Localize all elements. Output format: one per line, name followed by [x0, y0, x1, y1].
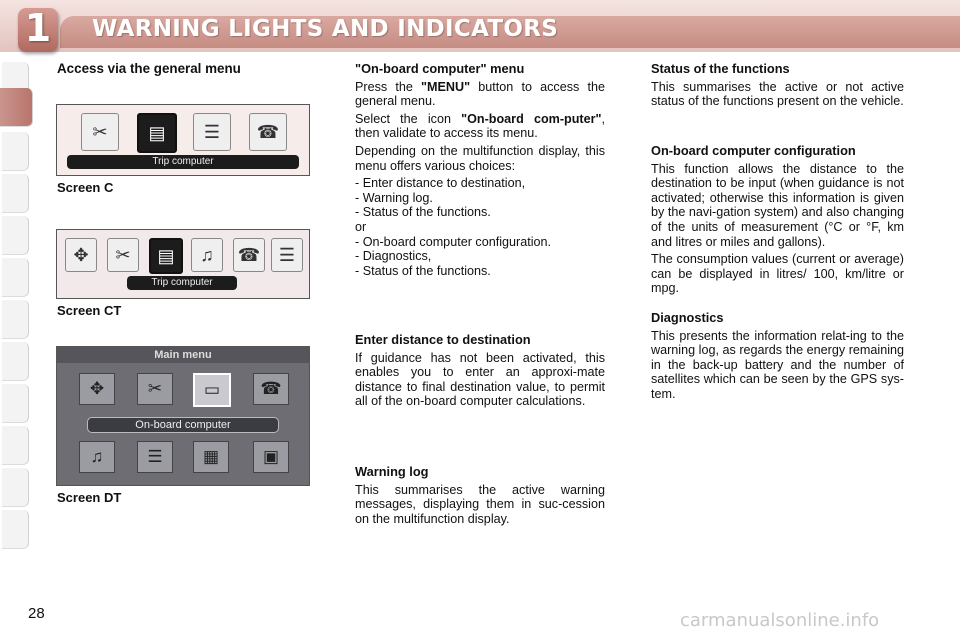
trip-computer-icon: ▤ — [137, 113, 177, 153]
phone-icon: ☎ — [249, 113, 287, 151]
config-section — [651, 144, 904, 296]
audio-icon: ♫ — [191, 238, 223, 272]
text-run: Press the — [355, 79, 422, 94]
chapter-tab[interactable] — [2, 384, 29, 423]
text-run: button to access the general menu. — [355, 79, 605, 109]
or-text: or — [355, 219, 367, 234]
screen-ct-bar: Trip computer — [127, 276, 237, 290]
watermark: carmanualsonline.info — [680, 610, 880, 631]
chapter-number: 1 — [24, 6, 52, 50]
screen-c-bar: Trip computer — [67, 155, 299, 169]
tools-icon: ✂ — [137, 373, 173, 405]
select-paragraph — [355, 112, 605, 141]
screen-dt-title: Main menu — [57, 347, 309, 363]
enter-distance-section — [355, 333, 605, 409]
audio-icon: ♫ — [79, 441, 115, 473]
warning-log-section — [355, 465, 605, 526]
text-run: , then validate to access its menu. — [355, 111, 605, 141]
chapter-tab[interactable] — [2, 258, 29, 297]
status-text: This summarises the active or not active status of the functions present on the vehicle. — [651, 79, 904, 109]
screen-ct-image — [56, 229, 310, 299]
settings-sliders-icon: ☰ — [137, 441, 173, 473]
navigation-icon: ✥ — [79, 373, 115, 405]
tools-icon: ✂ — [107, 238, 139, 272]
chapter-tab[interactable] — [2, 510, 29, 549]
navigation-icon: ✥ — [65, 238, 97, 272]
page-title: WARNING LIGHTS AND INDICATORS — [92, 16, 559, 42]
phone-icon: ☎ — [253, 373, 289, 405]
screen-c-image — [56, 104, 310, 176]
text-run: Select the icon — [355, 111, 462, 126]
list-item: - Diagnostics, — [355, 249, 432, 264]
trip-computer-icon: ▤ — [149, 238, 183, 274]
screen-dt-image — [56, 346, 310, 486]
chapter-tab[interactable] — [2, 426, 29, 465]
list-item: - Warning log. — [355, 190, 433, 205]
chapter-tab[interactable] — [2, 300, 29, 339]
video-icon: ▣ — [253, 441, 289, 473]
screen-c-label: Screen C — [57, 180, 114, 195]
onboard-menu-heading: "On-board computer" menu — [355, 61, 525, 76]
menu-paragraph — [355, 80, 605, 109]
chapter-tab[interactable] — [2, 216, 29, 255]
page-number: 28 — [28, 605, 45, 622]
diagnostics-heading: Diagnostics — [651, 310, 724, 325]
chapter-tab[interactable] — [2, 174, 29, 213]
screen-dt-label: Screen DT — [57, 490, 122, 505]
list-item: - Status of the functions. — [355, 205, 491, 220]
screen-dt-bar: On-board computer — [87, 417, 279, 433]
settings-sliders-icon: ☰ — [271, 238, 303, 272]
chapter-tab[interactable] — [2, 132, 29, 171]
map-icon: ▦ — [193, 441, 229, 473]
enter-distance-text: If guidance has not been activated, this enables you to enter an approxi-mate distance to final destination value, to permit all of the on-board computer calculations. — [355, 350, 605, 409]
choices-list-2 — [355, 235, 605, 279]
trip-computer-icon: ▭ — [193, 373, 231, 407]
access-heading: Access via the general menu — [57, 61, 241, 76]
warning-log-heading: Warning log — [355, 464, 429, 479]
chapter-tabs — [0, 62, 32, 577]
warning-log-text: This summarises the active warning messages, displaying them in suc-cession on the multifunction display. — [355, 482, 605, 526]
chapter-tab[interactable] — [2, 468, 29, 507]
settings-sliders-icon: ☰ — [193, 113, 231, 151]
choices-paragraph: Depending on the multifunction display, this menu offers various choices: — [355, 143, 605, 173]
config-text-1: This function allows the distance to the destination to be input (when guidance is not activated; otherwise this information is given by the navi-gation system) and also changing of the units of measurement (°C or °F, km and litres or miles and gallons). — [651, 161, 904, 249]
menu-button-ref: "MENU" — [421, 79, 471, 94]
choices-list-1 — [355, 176, 605, 220]
list-item: - Enter distance to destination, — [355, 176, 526, 191]
list-item: - Status of the functions. — [355, 263, 491, 278]
enter-distance-heading: Enter distance to destination — [355, 332, 531, 347]
chapter-tab[interactable] — [2, 342, 29, 381]
list-item: - On-board computer configuration. — [355, 234, 552, 249]
diagnostics-section — [651, 311, 904, 402]
config-text-2: The consumption values (current or average) can be displayed in litres/ 100, km/litre or mpg. — [651, 252, 904, 296]
config-heading: On-board computer configuration — [651, 143, 856, 158]
onboard-menu-section — [355, 62, 605, 278]
onboard-icon-ref: "On-board com-puter" — [461, 111, 602, 126]
screen-ct-label: Screen CT — [57, 303, 122, 318]
phone-icon: ☎ — [233, 238, 265, 272]
status-section — [651, 62, 904, 109]
tools-icon: ✂ — [81, 113, 119, 151]
status-heading: Status of the functions — [651, 61, 790, 76]
page-header — [0, 0, 960, 52]
diagnostics-text: This presents the information relat-ing to the warning log, as regards the energy remaining in the back-up battery and the number of satellites which can be seen by the GPS sys-tem. — [651, 328, 904, 401]
chapter-tab-active[interactable] — [0, 88, 33, 127]
